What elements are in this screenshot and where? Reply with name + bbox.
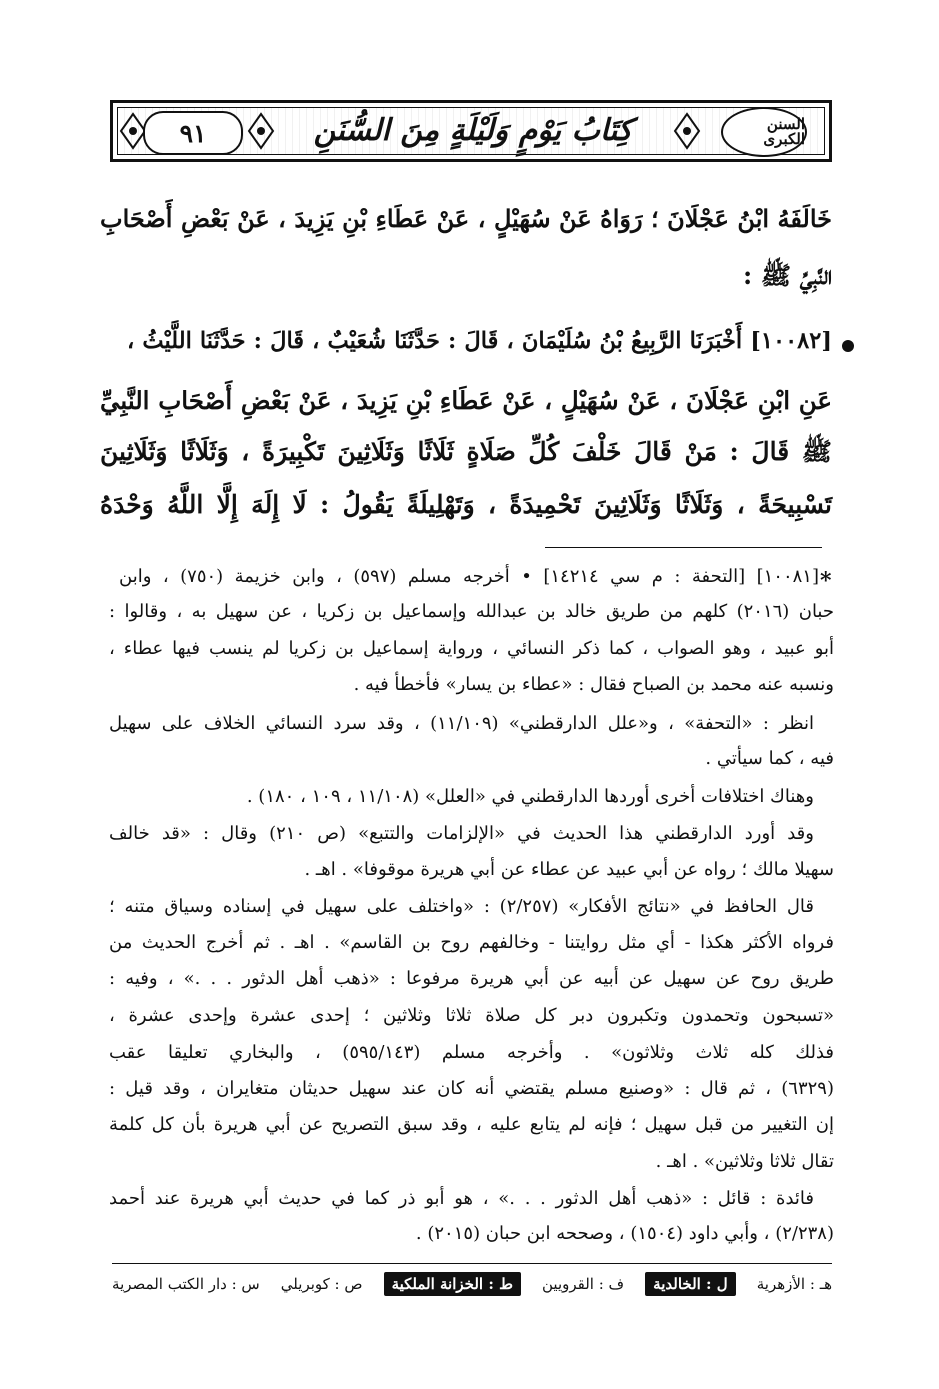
footnote-line: قال الحافظ في «نتائج الأفكار» (٢/٢٥٧) : «واختلف على سهيل في إسناده وسياق متنه ؛ (109, 896, 814, 917)
main-line: تَسْبِيحَةً ، وَثَلَاثًا وَثَلَاثِينَ تَحْمِيدَةً ، وَتَهْلِيلَةً يَقُولُ : لَا إِلَهَ إِلَّا اللَّهُ وَحْدَهُ (100, 490, 832, 519)
footnote-separator (545, 547, 822, 548)
main-line: [١٠٠٨٢] أَخْبَرَنَا الرَّبِيعُ بْنُ سُلَيْمَانَ ، قَالَ : حَدَّثَنَا شُعَيْبٌ ، قَالَ : حَدَّثَنَا اللَّيْثُ ، (127, 328, 832, 354)
ornament-icon (673, 112, 701, 150)
footer-separator (112, 1263, 832, 1264)
footnote-line: إن التغيير من قبل سهيل ؛ فإنه لم يتابع عليه ، وقد سبق التصريح عن أبي هريرة بأن كل كلمة (109, 1114, 834, 1135)
footnote-line: وقد أورد الدارقطني هذا الحديث في «الإلزامات والتتبع» (ص ٢١٠) وقال : «قد خالف (109, 823, 814, 844)
bullet-icon (842, 340, 854, 352)
siglum-l: ل : الخالدية (645, 1272, 736, 1296)
footnote-line: (٦٣٢٩) ، ثم قال : «وصنيع مسلم يقتضي أنه كان عند سهيل حديثان متغايران ، وقد قيل : (109, 1078, 834, 1099)
siglum-f: ف : القرويين (542, 1275, 625, 1293)
siglum-h: هـ : الأزهرية (756, 1275, 832, 1293)
book-title: كِتَابُ يَوْمٍ وَلَيْلَةٍ مِنَ السُّنَنِ (313, 112, 633, 148)
main-line: خَالَفَهُ ابْنُ عَجْلَانَ ؛ رَوَاهُ عَنْ سُهَيْلٍ ، عَنْ عَطَاءِ بْنِ يَزِيدَ ، عَنْ بَعْضِ أَصْحَابِ (100, 204, 833, 233)
footnote-line: سهيلا مالك ؛ رواه عن أبي عبيد عن عطاء عن أبي هريرة موقوفا» . اهـ . (304, 859, 834, 880)
siglum-ss: ص : كوبريلي (280, 1275, 363, 1293)
footnote-line: فيه ، كما سيأتي . (705, 748, 834, 769)
footnote-line: (٢/٢٣٨) ، وأبي داود (١٥٠٤) ، وصححه ابن حبان (٢٠١٥) . (415, 1223, 834, 1244)
siglum-s: س : دار الكتب المصرية (112, 1275, 260, 1293)
series-logo: السنن الكبرى (721, 107, 807, 157)
manuscript-sigla (112, 1270, 832, 1298)
footnote-line: وهناك اختلافات أخرى أوردها الدارقطني في «العلل» (١١/١٠٨ ، ١٠٩ ، ١٨٠) . (246, 786, 814, 807)
siglum-t: ط : الخزانة الملكية (384, 1272, 521, 1296)
footnote-line: [١٠٠٨١] [التحفة : م سي ١٤٢١٤] • أخرجه مسلم (٥٩٧) ، وابن خزيمة (٧٥٠) ، وابن (119, 566, 819, 587)
main-line: ﷺ قَالَ : مَنْ قَالَ خَلْفَ كُلِّ صَلَاةٍ ثَلَاثًا وَثَلَاثِينَ تَكْبِيرَةً ، وَثَلَاثًا وَثَلَاثِينَ (100, 437, 832, 466)
footnote-line: حبان (٢٠١٦) كلهم من طريق خالد بن عبدالله وإسماعيل بن زكريا ، عن سهيل به ، وقالوا : (109, 601, 834, 622)
page-number: ٩١ (143, 111, 243, 155)
main-line: النَّبِيِّ ﷺ : (742, 261, 832, 290)
footnote-line: طريق روح عن سهيل عن أبيه عن أبي هريرة مرفوعا : «ذهب أهل الدثور . . .» ، وفيه : (109, 968, 834, 989)
main-line: عَنِ ابْنِ عَجْلَانَ ، عَنْ سُهَيْلٍ ، عَنْ عَطَاءِ بْنِ يَزِيدَ ، عَنْ بَعْضِ أَصْحَابِ النَّبِيِّ (100, 386, 832, 415)
ornament-icon (247, 112, 275, 150)
header-banner (110, 100, 832, 162)
footnote-line: فذلك كله ثلاث وثلاثون» . وأخرجه مسلم (٥٩٥/١٤٣) ، والبخاري تعليقا عقب (109, 1042, 834, 1063)
footnote-line: «تسبحون وتحمدون وتكبرون دبر كل صلاة ثلاثا وثلاثين ؛ إحدى عشرة وإحدى عشرة ، (109, 1005, 834, 1026)
footnote-line: ونسبه عنه محمد بن الصباح فقال : «عطاء بن يسار» فأخطأ فيه . (353, 674, 834, 695)
footnote-line: فرواه الأكثر هكذا - أي مثل روايتنا - وخالفهم روح بن القاسم» . اهـ . ثم أخرج الحديث من (109, 932, 834, 953)
footnote-line: انظر : «التحفة» ، و«علل الدارقطني» (١١/١٠٩) ، وقد سرد النسائي الخلاف على سهيل (109, 713, 815, 734)
footnote-line: فائدة : قائل : «ذهب أهل الدثور . . .» ، هو أبو ذر كما في حديث أبي هريرة عند أحمد (109, 1188, 814, 1209)
footnote-line: تقال ثلاثا وثلاثين» . اهـ . (655, 1151, 834, 1172)
footnote-line: أبو عبيد ، وهو الصواب ، كما ذكر النسائي ، ورواية إسماعيل بن زكريا لم ينسب فيها عطاء ، (109, 638, 834, 659)
footnote-marker: * (820, 568, 832, 594)
